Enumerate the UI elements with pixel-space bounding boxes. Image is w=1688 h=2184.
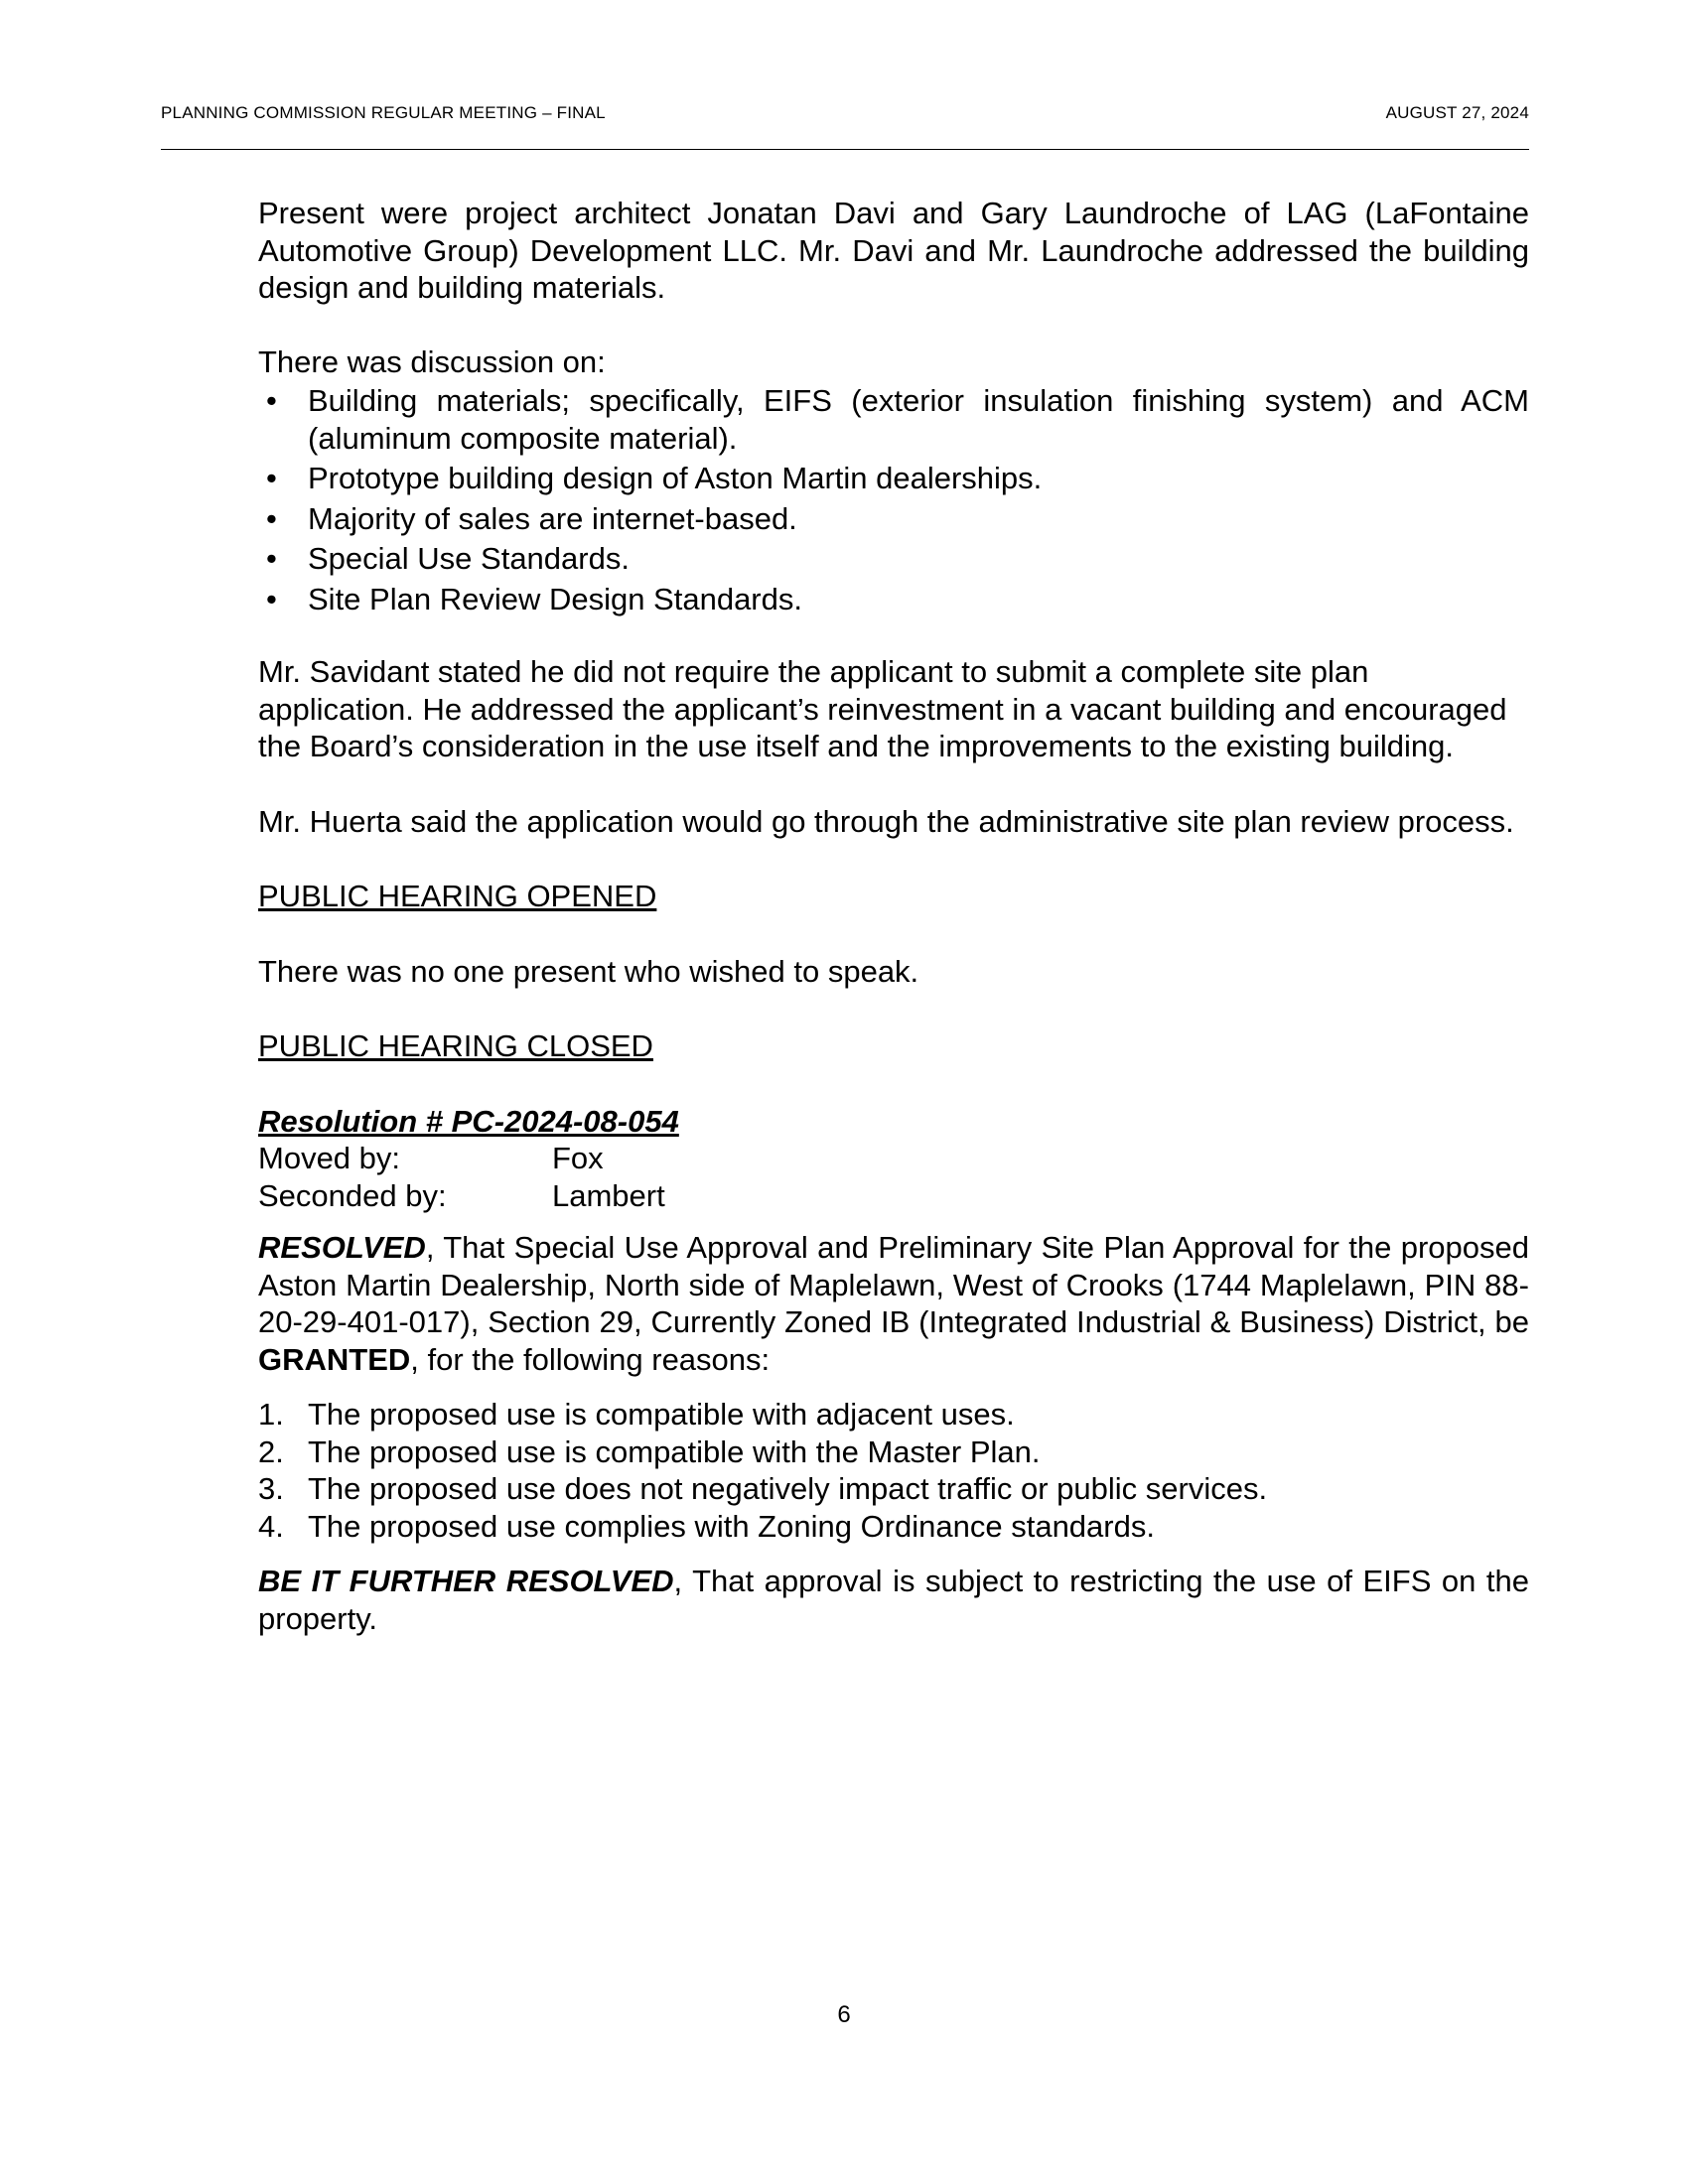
moved-by-label: Moved by: [258, 1141, 401, 1175]
list-item: • Majority of sales are internet-based. [258, 500, 1529, 538]
reason-number: 2. [258, 1433, 284, 1469]
list-item [258, 1470, 1529, 1508]
list-item [258, 1508, 1529, 1546]
page-header [161, 101, 1529, 150]
further-resolved-label: BE IT FURTHER RESOLVED [258, 1564, 674, 1598]
moved-by-row [258, 1140, 1529, 1177]
list-item: • Special Use Standards. [258, 540, 1529, 578]
intro-paragraph: Present were project architect Jonatan Davi and Gary Laundroche of LAG (LaFontaine Automotive Group) Development LLC. Mr. Davi and Mr. Laundroche addressed the building design and building materials. [258, 196, 1529, 305]
resolved-paragraph [258, 1229, 1529, 1378]
seconded-by-label: Seconded by: [258, 1177, 447, 1213]
header-meeting-title: PLANNING COMMISSION REGULAR MEETING – FINAL [161, 103, 606, 122]
reason-text: The proposed use is compatible with adjacent uses. [308, 1397, 1015, 1432]
public-hearing-opened: PUBLIC HEARING OPENED [258, 879, 657, 913]
reason-text: The proposed use complies with Zoning Ordinance standards. [308, 1508, 1155, 1544]
savidant-paragraph: Mr. Savidant stated he did not require the applicant to submit a complete site plan application. He addressed the applicant’s reinvestment in a vacant building and encouraged the Board’s consideration in the use itself and the improvements to the existing building. [258, 654, 1507, 763]
huerta-paragraph: Mr. Huerta said the application would go through the administrative site plan review process. [258, 803, 1514, 839]
discussion-list [258, 382, 1529, 617]
page-number: 6 [837, 2001, 851, 2028]
no-speakers-paragraph: There was no one present who wished to speak. [258, 953, 919, 989]
moved-by-value: Fox [552, 1141, 604, 1175]
list-item [258, 1396, 1529, 1433]
reason-number: 1. [258, 1397, 284, 1432]
resolved-text: , That Special Use Approval and Preliminary Site Plan Approval for the proposed Aston Martin Dealership, North side of Maplelawn, West of Crooks (1744 Maplelawn, PIN 88-20-29-401-017), Section 29, Currently Zoned IB (Integrated Industrial & Business) District, be [258, 1230, 1529, 1339]
resolved-label: RESOLVED [258, 1230, 426, 1265]
discussion-heading: There was discussion on: [258, 343, 606, 379]
reason-text: The proposed use does not negatively impact traffic or public services. [308, 1471, 1268, 1506]
resolution-title: Resolution # PC-2024-08-054 [258, 1103, 679, 1139]
reason-number: 3. [258, 1471, 284, 1506]
granted-label: GRANTED [258, 1341, 411, 1377]
header-date: AUGUST 27, 2024 [1385, 103, 1529, 122]
resolution-block [258, 1103, 1529, 1638]
list-item [258, 1433, 1529, 1471]
further-resolved-text: , That approval is subject to restricting the use of EIFS on the property. [258, 1564, 1529, 1636]
seconded-by-value: Lambert [552, 1177, 665, 1213]
reason-text: The proposed use is compatible with the Master Plan. [308, 1433, 1041, 1469]
further-resolved-paragraph [258, 1563, 1529, 1637]
list-item: • Prototype building design of Aston Martin dealerships. [258, 460, 1529, 497]
resolved-text-end: , for the following reasons: [410, 1341, 771, 1377]
seconded-by-row [258, 1177, 1529, 1215]
list-item: • Site Plan Review Design Standards. [258, 581, 1529, 618]
reasons-list [258, 1396, 1529, 1545]
reason-number: 4. [258, 1508, 284, 1544]
list-item: • Building materials; specifically, EIFS (exterior insulation finishing system) and ACM (aluminum composite material). [258, 382, 1529, 457]
public-hearing-closed: PUBLIC HEARING CLOSED [258, 1028, 653, 1063]
document-body [258, 195, 1529, 1637]
